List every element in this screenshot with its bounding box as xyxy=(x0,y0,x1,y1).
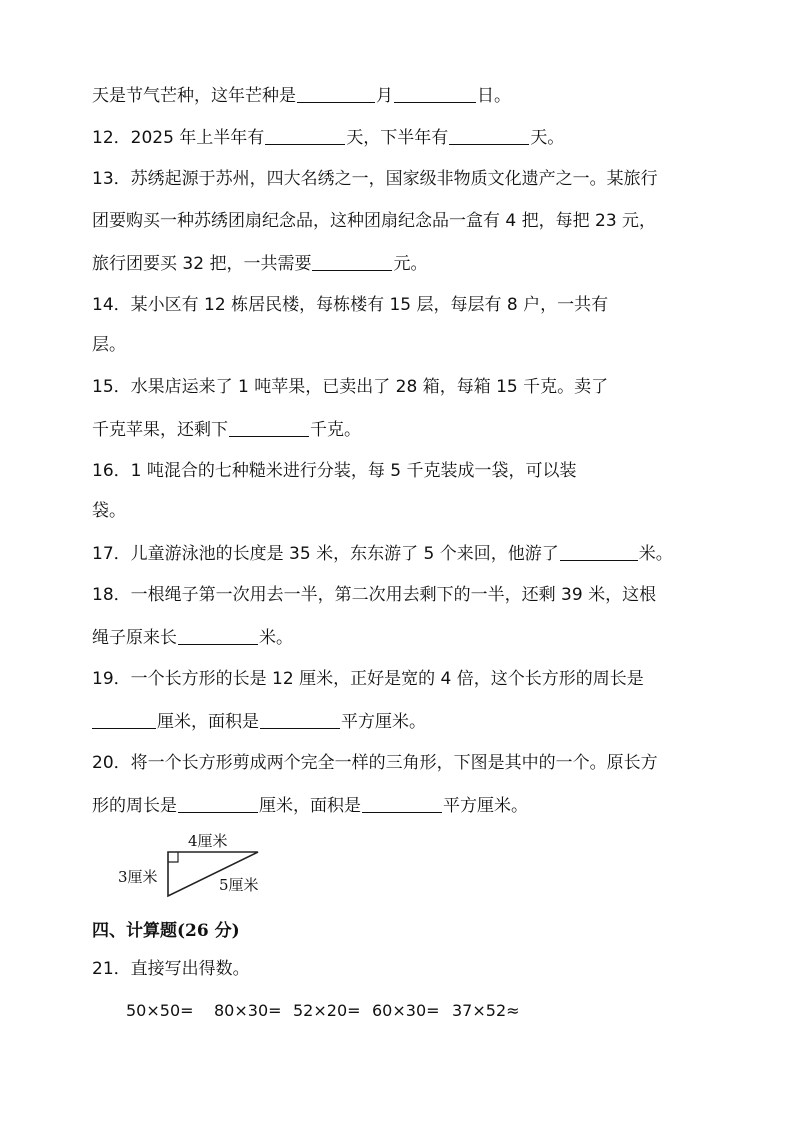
hypotenuse-label: 5厘米 xyxy=(219,876,259,894)
calc-item: 37×52≈ xyxy=(452,1001,520,1020)
question-17: 17．儿童游泳池的长度是 35 米，东东游了 5 个来回，他游了 米。 xyxy=(92,544,673,564)
question-11-continuation: 天是节气芒种，这年芒种是 月 日。 xyxy=(92,86,511,106)
question-16-line-2: 袋。 xyxy=(92,501,126,521)
answer-blank[interactable] xyxy=(229,418,309,437)
section-4-title: 四、计算题(26 分) xyxy=(92,921,240,941)
question-14-line-2: 层。 xyxy=(92,335,126,355)
right-triangle-figure xyxy=(118,830,278,900)
question-15-line-2: 千克苹果，还剩下 千克。 xyxy=(92,420,361,440)
left-side-label: 3厘米 xyxy=(118,868,158,886)
question-18-line-2: 绳子原来长 米。 xyxy=(92,628,293,648)
question-13-line-1: 13．苏绣起源于苏州，四大名绣之一，国家级非物质文化遗产之一。某旅行 xyxy=(92,169,658,189)
answer-blank[interactable] xyxy=(260,710,340,729)
calc-item: 60×30= xyxy=(372,1001,440,1020)
question-21-title: 21．直接写出得数。 xyxy=(92,959,250,979)
calc-item: 50×50= xyxy=(126,1001,194,1020)
calc-item: 80×30= xyxy=(214,1001,282,1020)
question-15-line-1: 15．水果店运来了 1 吨苹果，已卖出了 28 箱，每箱 15 千克。卖了 xyxy=(92,377,609,397)
answer-blank[interactable] xyxy=(449,126,529,145)
answer-blank[interactable] xyxy=(362,794,442,813)
top-side-label: 4厘米 xyxy=(188,832,228,850)
question-13-line-3: 旅行团要买 32 把，一共需要 元。 xyxy=(92,254,428,274)
answer-blank[interactable] xyxy=(178,794,258,813)
question-20-line-2: 形的周长是 厘米，面积是 平方厘米。 xyxy=(92,796,528,816)
answer-blank[interactable] xyxy=(312,252,392,271)
question-19-line-1: 19．一个长方形的长是 12 厘米，正好是宽的 4 倍，这个长方形的周长是 xyxy=(92,669,644,689)
calc-item: 52×20= xyxy=(293,1001,361,1020)
question-20-line-1: 20．将一个长方形剪成两个完全一样的三角形，下图是其中的一个。原长方 xyxy=(92,753,658,773)
question-18-line-1: 18．一根绳子第一次用去一半，第二次用去剩下的一半，还剩 39 米，这根 xyxy=(92,585,657,605)
question-14-line-1: 14．某小区有 12 栋居民楼，每栋楼有 15 层，每层有 8 户，一共有 xyxy=(92,295,609,315)
answer-blank[interactable] xyxy=(560,542,638,561)
question-19-line-2: 厘米，面积是 平方厘米。 xyxy=(92,710,426,733)
question-16-line-1: 16．1 吨混合的七种糙米进行分装，每 5 千克装成一袋，可以装 xyxy=(92,461,577,481)
answer-blank[interactable] xyxy=(394,84,476,103)
answer-blank[interactable] xyxy=(297,84,375,103)
answer-blank[interactable] xyxy=(265,126,345,145)
answer-blank[interactable] xyxy=(178,626,258,645)
answer-blank[interactable] xyxy=(92,710,156,729)
question-12: 12．2025 年上半年有 天，下半年有 天。 xyxy=(92,128,565,148)
question-13-line-2: 团要购买一种苏绣团扇纪念品，这种团扇纪念品一盒有 4 把，每把 23 元， xyxy=(92,211,657,231)
